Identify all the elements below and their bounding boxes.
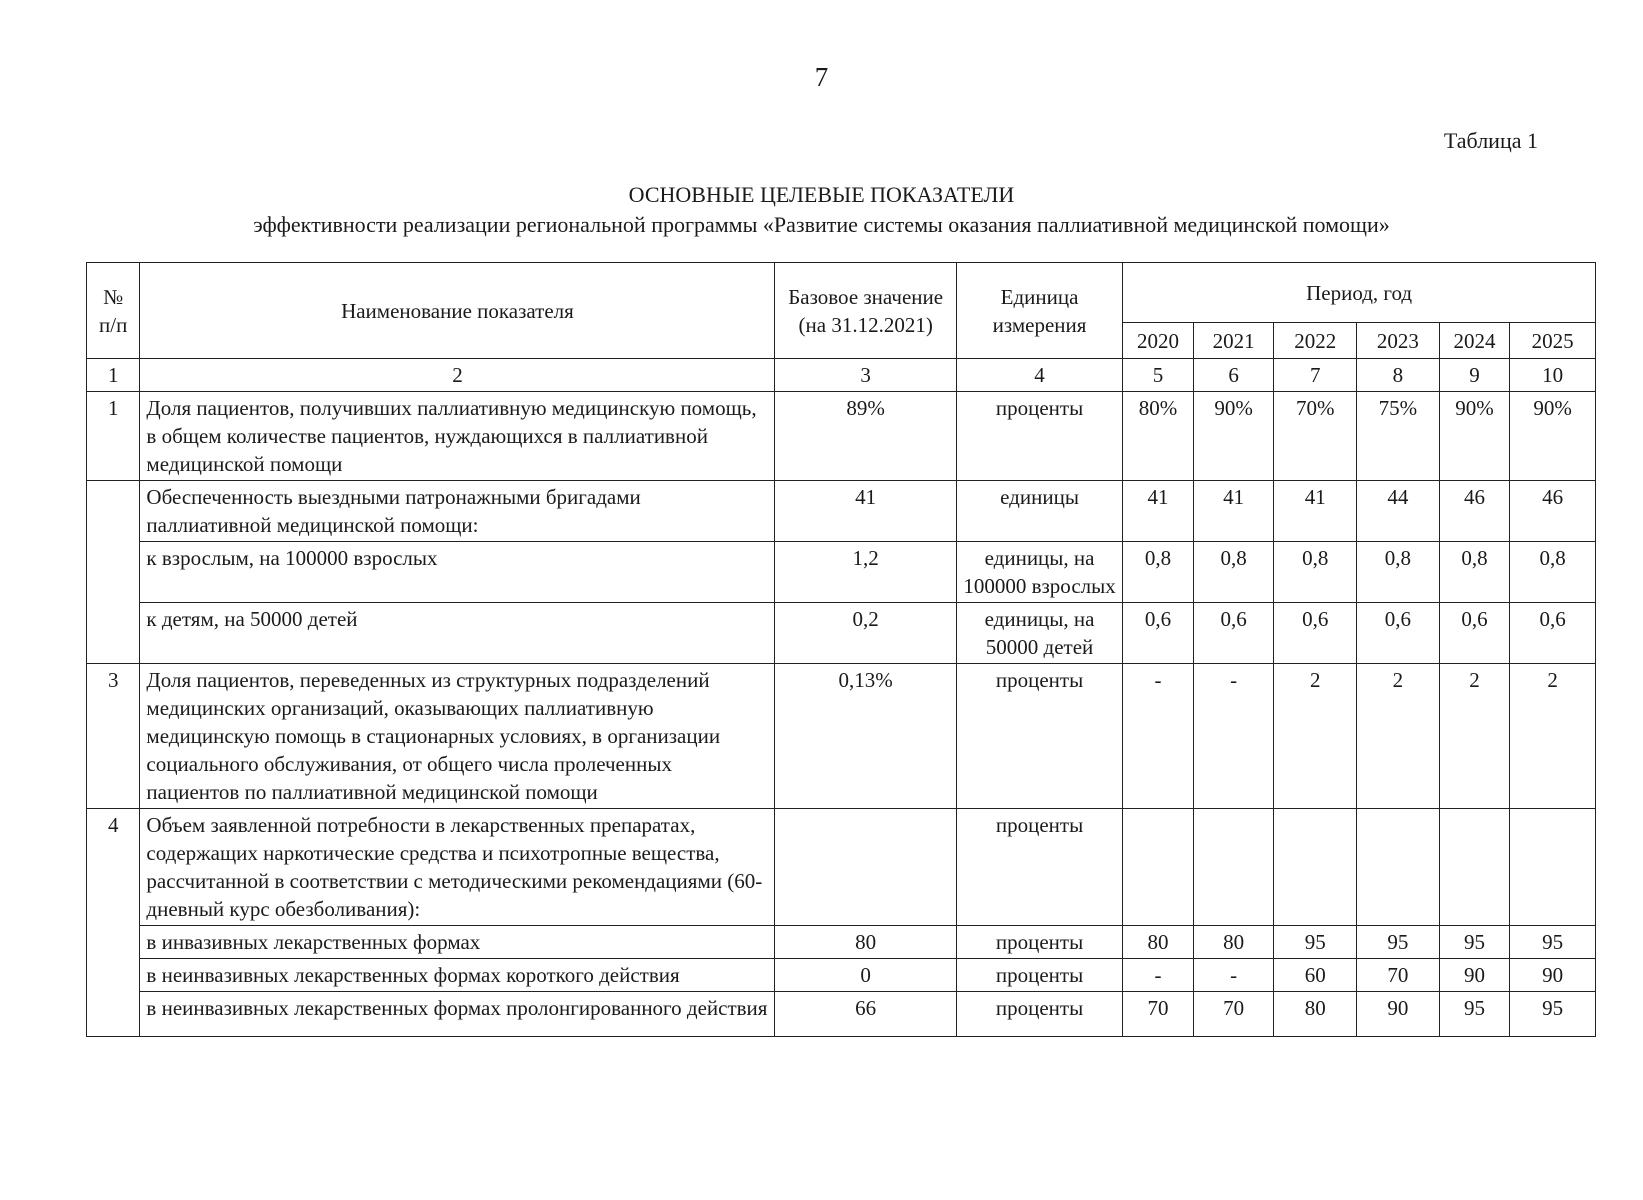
row-value-2024: 46	[1439, 481, 1510, 542]
row-value-2025: 46	[1510, 481, 1596, 542]
header-unit: Единица измерения	[956, 263, 1122, 359]
row-value-2023: 2	[1357, 664, 1440, 809]
table-row	[87, 392, 1596, 481]
row-unit: единицы, на 100000 взрослых	[956, 542, 1122, 603]
row-value-2024: 90%	[1439, 392, 1510, 481]
row-unit: проценты	[956, 959, 1122, 992]
row-value-2025: 90%	[1510, 392, 1596, 481]
table-row	[87, 926, 1596, 959]
row-value-2022: 95	[1274, 926, 1357, 959]
row-value-2020: 41	[1123, 481, 1194, 542]
row-name: Доля пациентов, переведенных из структурных подразделений медицинских организаций, оказывающих паллиативную медицинскую помощь в стационарных условиях, в организации социального обслуживания, от общего числа пролеченных пациентов по паллиативной медицинской помощи	[140, 664, 775, 809]
row-value-2023: 44	[1357, 481, 1440, 542]
column-number: 10	[1510, 359, 1596, 392]
row-name: Обеспеченность выездными патронажными бригадами паллиативной медицинской помощи:	[140, 481, 775, 542]
row-unit: проценты	[956, 664, 1122, 809]
table-row	[87, 809, 1596, 926]
row-value-2021: 0,6	[1193, 603, 1274, 664]
document-title	[0, 180, 1643, 240]
row-base-value: 80	[775, 926, 956, 959]
column-number: 8	[1357, 359, 1440, 392]
row-value-2024: 95	[1439, 992, 1510, 1037]
header-year: 2024	[1439, 323, 1510, 359]
table-row	[87, 992, 1596, 1037]
row-base-value: 89%	[775, 392, 956, 481]
row-value-2020: 0,6	[1123, 603, 1194, 664]
row-value-2022: 70%	[1274, 392, 1357, 481]
column-number: 5	[1123, 359, 1194, 392]
row-value-2023	[1357, 809, 1440, 926]
column-number: 3	[775, 359, 956, 392]
row-name: к взрослым, на 100000 взрослых	[140, 542, 775, 603]
row-value-2020: 0,8	[1123, 542, 1194, 603]
row-value-2023: 75%	[1357, 392, 1440, 481]
table-row	[87, 542, 1596, 603]
row-base-value: 41	[775, 481, 956, 542]
row-base-value: 66	[775, 992, 956, 1037]
header-year: 2025	[1510, 323, 1596, 359]
row-num: 1	[87, 392, 140, 481]
row-value-2025	[1510, 809, 1596, 926]
row-value-2025: 95	[1510, 992, 1596, 1037]
table-row	[87, 481, 1596, 542]
row-value-2024: 2	[1439, 664, 1510, 809]
row-name: Объем заявленной потребности в лекарственных препаратах, содержащих наркотические средства и психотропные вещества, рассчитанной в соответствии с методическими рекомендациями (60-дневный курс обезболивания):	[140, 809, 775, 926]
row-name: в неинвазивных лекарственных формах короткого действия	[140, 959, 775, 992]
row-value-2021: -	[1193, 664, 1274, 809]
row-value-2025: 95	[1510, 926, 1596, 959]
row-value-2024: 90	[1439, 959, 1510, 992]
row-value-2024	[1439, 809, 1510, 926]
row-value-2023: 90	[1357, 992, 1440, 1037]
header-year: 2022	[1274, 323, 1357, 359]
row-value-2021: 80	[1193, 926, 1274, 959]
title-line-2: эффективности реализации региональной программы «Развитие системы оказания паллиативной медицинской помощи»	[253, 212, 1390, 237]
row-unit: единицы, на 50000 детей	[956, 603, 1122, 664]
row-value-2024: 95	[1439, 926, 1510, 959]
row-value-2020: 70	[1123, 992, 1194, 1037]
header-year: 2020	[1123, 323, 1194, 359]
row-value-2024: 0,6	[1439, 603, 1510, 664]
row-value-2023: 0,8	[1357, 542, 1440, 603]
header-num: № п/п	[87, 263, 140, 359]
row-name: к детям, на 50000 детей	[140, 603, 775, 664]
indicators-table	[86, 262, 1596, 1037]
row-num	[87, 481, 140, 664]
table-row	[87, 603, 1596, 664]
row-value-2022: 2	[1274, 664, 1357, 809]
row-value-2021	[1193, 809, 1274, 926]
row-base-value	[775, 809, 956, 926]
header-period: Период, год	[1123, 263, 1596, 323]
row-value-2025: 2	[1510, 664, 1596, 809]
row-unit: проценты	[956, 809, 1122, 926]
column-numbers-row	[87, 359, 1596, 392]
column-number: 7	[1274, 359, 1357, 392]
row-value-2022: 0,8	[1274, 542, 1357, 603]
row-value-2025: 90	[1510, 959, 1596, 992]
column-number: 6	[1193, 359, 1274, 392]
row-value-2021: 41	[1193, 481, 1274, 542]
row-value-2023: 95	[1357, 926, 1440, 959]
row-base-value: 0,13%	[775, 664, 956, 809]
column-number: 1	[87, 359, 140, 392]
row-name: Доля пациентов, получивших паллиативную медицинскую помощь, в общем количестве пациентов, нуждающихся в паллиативной медицинской помощи	[140, 392, 775, 481]
header-base-value: Базовое значение (на 31.12.2021)	[775, 263, 956, 359]
row-base-value: 1,2	[775, 542, 956, 603]
header-name: Наименование показателя	[140, 263, 775, 359]
column-number: 9	[1439, 359, 1510, 392]
row-value-2023: 70	[1357, 959, 1440, 992]
row-name: в неинвазивных лекарственных формах пролонгированного действия	[140, 992, 775, 1037]
row-value-2023: 0,6	[1357, 603, 1440, 664]
page-number: 7	[814, 62, 829, 92]
row-value-2025: 0,8	[1510, 542, 1596, 603]
row-value-2020	[1123, 809, 1194, 926]
row-value-2021: 70	[1193, 992, 1274, 1037]
row-value-2021: 0,8	[1193, 542, 1274, 603]
row-value-2022: 0,6	[1274, 603, 1357, 664]
column-number: 2	[140, 359, 775, 392]
row-base-value: 0	[775, 959, 956, 992]
row-num: 3	[87, 664, 140, 809]
row-value-2021: 90%	[1193, 392, 1274, 481]
row-unit: проценты	[956, 992, 1122, 1037]
row-name: в инвазивных лекарственных формах	[140, 926, 775, 959]
row-value-2022	[1274, 809, 1357, 926]
row-value-2021: -	[1193, 959, 1274, 992]
title-line-1: ОСНОВНЫЕ ЦЕЛЕВЫЕ ПОКАЗАТЕЛИ	[628, 182, 1015, 207]
table-label: Таблица 1	[1443, 128, 1538, 153]
table-row	[87, 959, 1596, 992]
row-base-value: 0,2	[775, 603, 956, 664]
row-unit: единицы	[956, 481, 1122, 542]
header-year: 2021	[1193, 323, 1274, 359]
row-value-2025: 0,6	[1510, 603, 1596, 664]
row-value-2022: 80	[1274, 992, 1357, 1037]
row-value-2024: 0,8	[1439, 542, 1510, 603]
row-unit: проценты	[956, 926, 1122, 959]
row-value-2020: 80	[1123, 926, 1194, 959]
column-number: 4	[956, 359, 1122, 392]
header-year: 2023	[1357, 323, 1440, 359]
row-value-2020: -	[1123, 664, 1194, 809]
row-value-2020: -	[1123, 959, 1194, 992]
row-value-2020: 80%	[1123, 392, 1194, 481]
row-value-2022: 41	[1274, 481, 1357, 542]
table-row	[87, 664, 1596, 809]
row-num: 4	[87, 809, 140, 1037]
row-value-2022: 60	[1274, 959, 1357, 992]
row-unit: проценты	[956, 392, 1122, 481]
